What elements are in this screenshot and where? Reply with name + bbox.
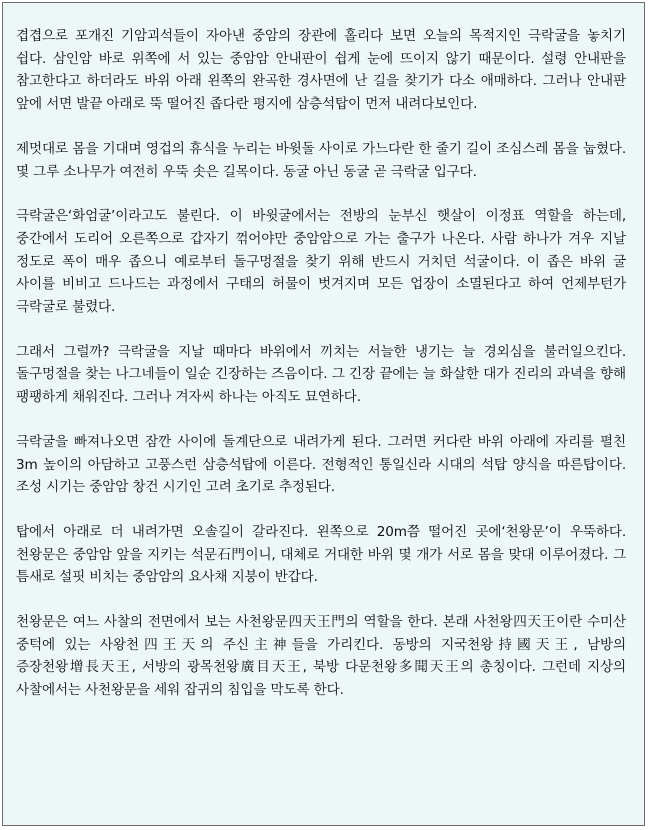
paragraph-4: 그래서 그럴까? 극락굴을 지날 때마다 바위에서 끼치는 서늘한 냉기는 늘 경외심을 불러일으킨다. 돌구멍절을 찾는 나그네들이 일순 긴장하는 즈음이다. 그 긴장 끝에는 늘 화살한 대가 진리의 과녁을 향해 팽팽하게 채워진다. 그러나 겨자씨 하나는 아직도 묘연하다. (16, 343, 626, 406)
paragraph-3: 극락굴은‘화엄굴’이라고도 불린다. 이 바윗굴에서는 전방의 눈부신 햇살이 이정표 역할을 하는데, 중간에서 도리어 오른쪽으로 갑자기 꺾어야만 중암암으로 가는 출구가 나온다. 사람 하나가 겨우 지날 정도로 폭이 매우 좁으니 예로부터 돌구멍절을 찾기 위해 반드시 거치던 석굴이다. 이 좁은 바위 굴 사이를 비비고 드나드는 과정에서 구태의 허물이 벗겨지며 모든 업장이 소멸된다고 하여 언제부턴가 극락굴로 불렸다. (16, 208, 626, 316)
paragraph-1: 겹겹으로 포개진 기암괴석들이 자아낸 중암의 장관에 홀리다 보면 오늘의 목적지인 극락굴을 놓치기 쉽다. 삼인암 바로 위쪽에 서 있는 중암암 안내판이 쉽게 눈에 뜨이지 않기 때문이다. 설령 안내판을 참고한다고 하더라도 바위 아래 왼쪽의 완곡한 경사면에 난 길을 찾기가 다소 애매하다. 그러나 안내판 앞에 서면 발끝 아래로 뚝 떨어진 좁다란 평지에 삼층석탑이 먼저 내려다보인다. (16, 28, 626, 113)
document-page (2, 2, 645, 826)
paragraph-7: 천왕문은 여느 사찰의 전면에서 보는 사천왕문四天王門의 역할을 한다. 본래 사천왕四天王이란 수미산 중턱에 있는 사왕천四王天의 주신主神들을 가리킨다. 동방의 지국천왕持國天王, 남방의 증장천왕增長天王, 서방의 광목천왕廣目天王, 북방 다문천왕多聞天王의 총칭이다. 그런데 지상의 사찰에서는 사천왕문을 세워 잡귀의 침입을 막도록 한다. (16, 614, 626, 699)
paragraph-5: 극락굴을 빠져나오면 잠깐 사이에 돌계단으로 내려가게 된다. 그러면 커다란 바위 아래에 자리를 펼친 3m 높이의 아담하고 고풍스런 삼층석탑에 이른다. 전형적인 통일신라 시대의 석탑 양식을 따른탑이다. 조성 시기는 중암암 창건 시기인 고려 초기로 추정된다. (16, 433, 626, 496)
paragraph-6: 탑에서 아래로 더 내려가면 오솔길이 갈라진다. 왼쪽으로 20m쯤 떨어진 곳에‘천왕문’이 우뚝하다. 천왕문은 중암암 앞을 지키는 석문石門이니, 대체로 거대한 바위 몇 개가 서로 몸을 맞대 이루어졌다. 그 틈새로 설핏 비치는 중암암의 요사채 지붕이 반갑다. (16, 523, 626, 586)
paragraph-2: 제멋대로 몸을 기대며 영겁의 휴식을 누리는 바윗돌 사이로 가느다란 한 줄기 길이 조심스레 몸을 눕혔다. 몇 그루 소나무가 여전히 우뚝 솟은 길목이다. 동굴 아닌 동굴 곧 극락굴 입구다. (16, 140, 626, 180)
